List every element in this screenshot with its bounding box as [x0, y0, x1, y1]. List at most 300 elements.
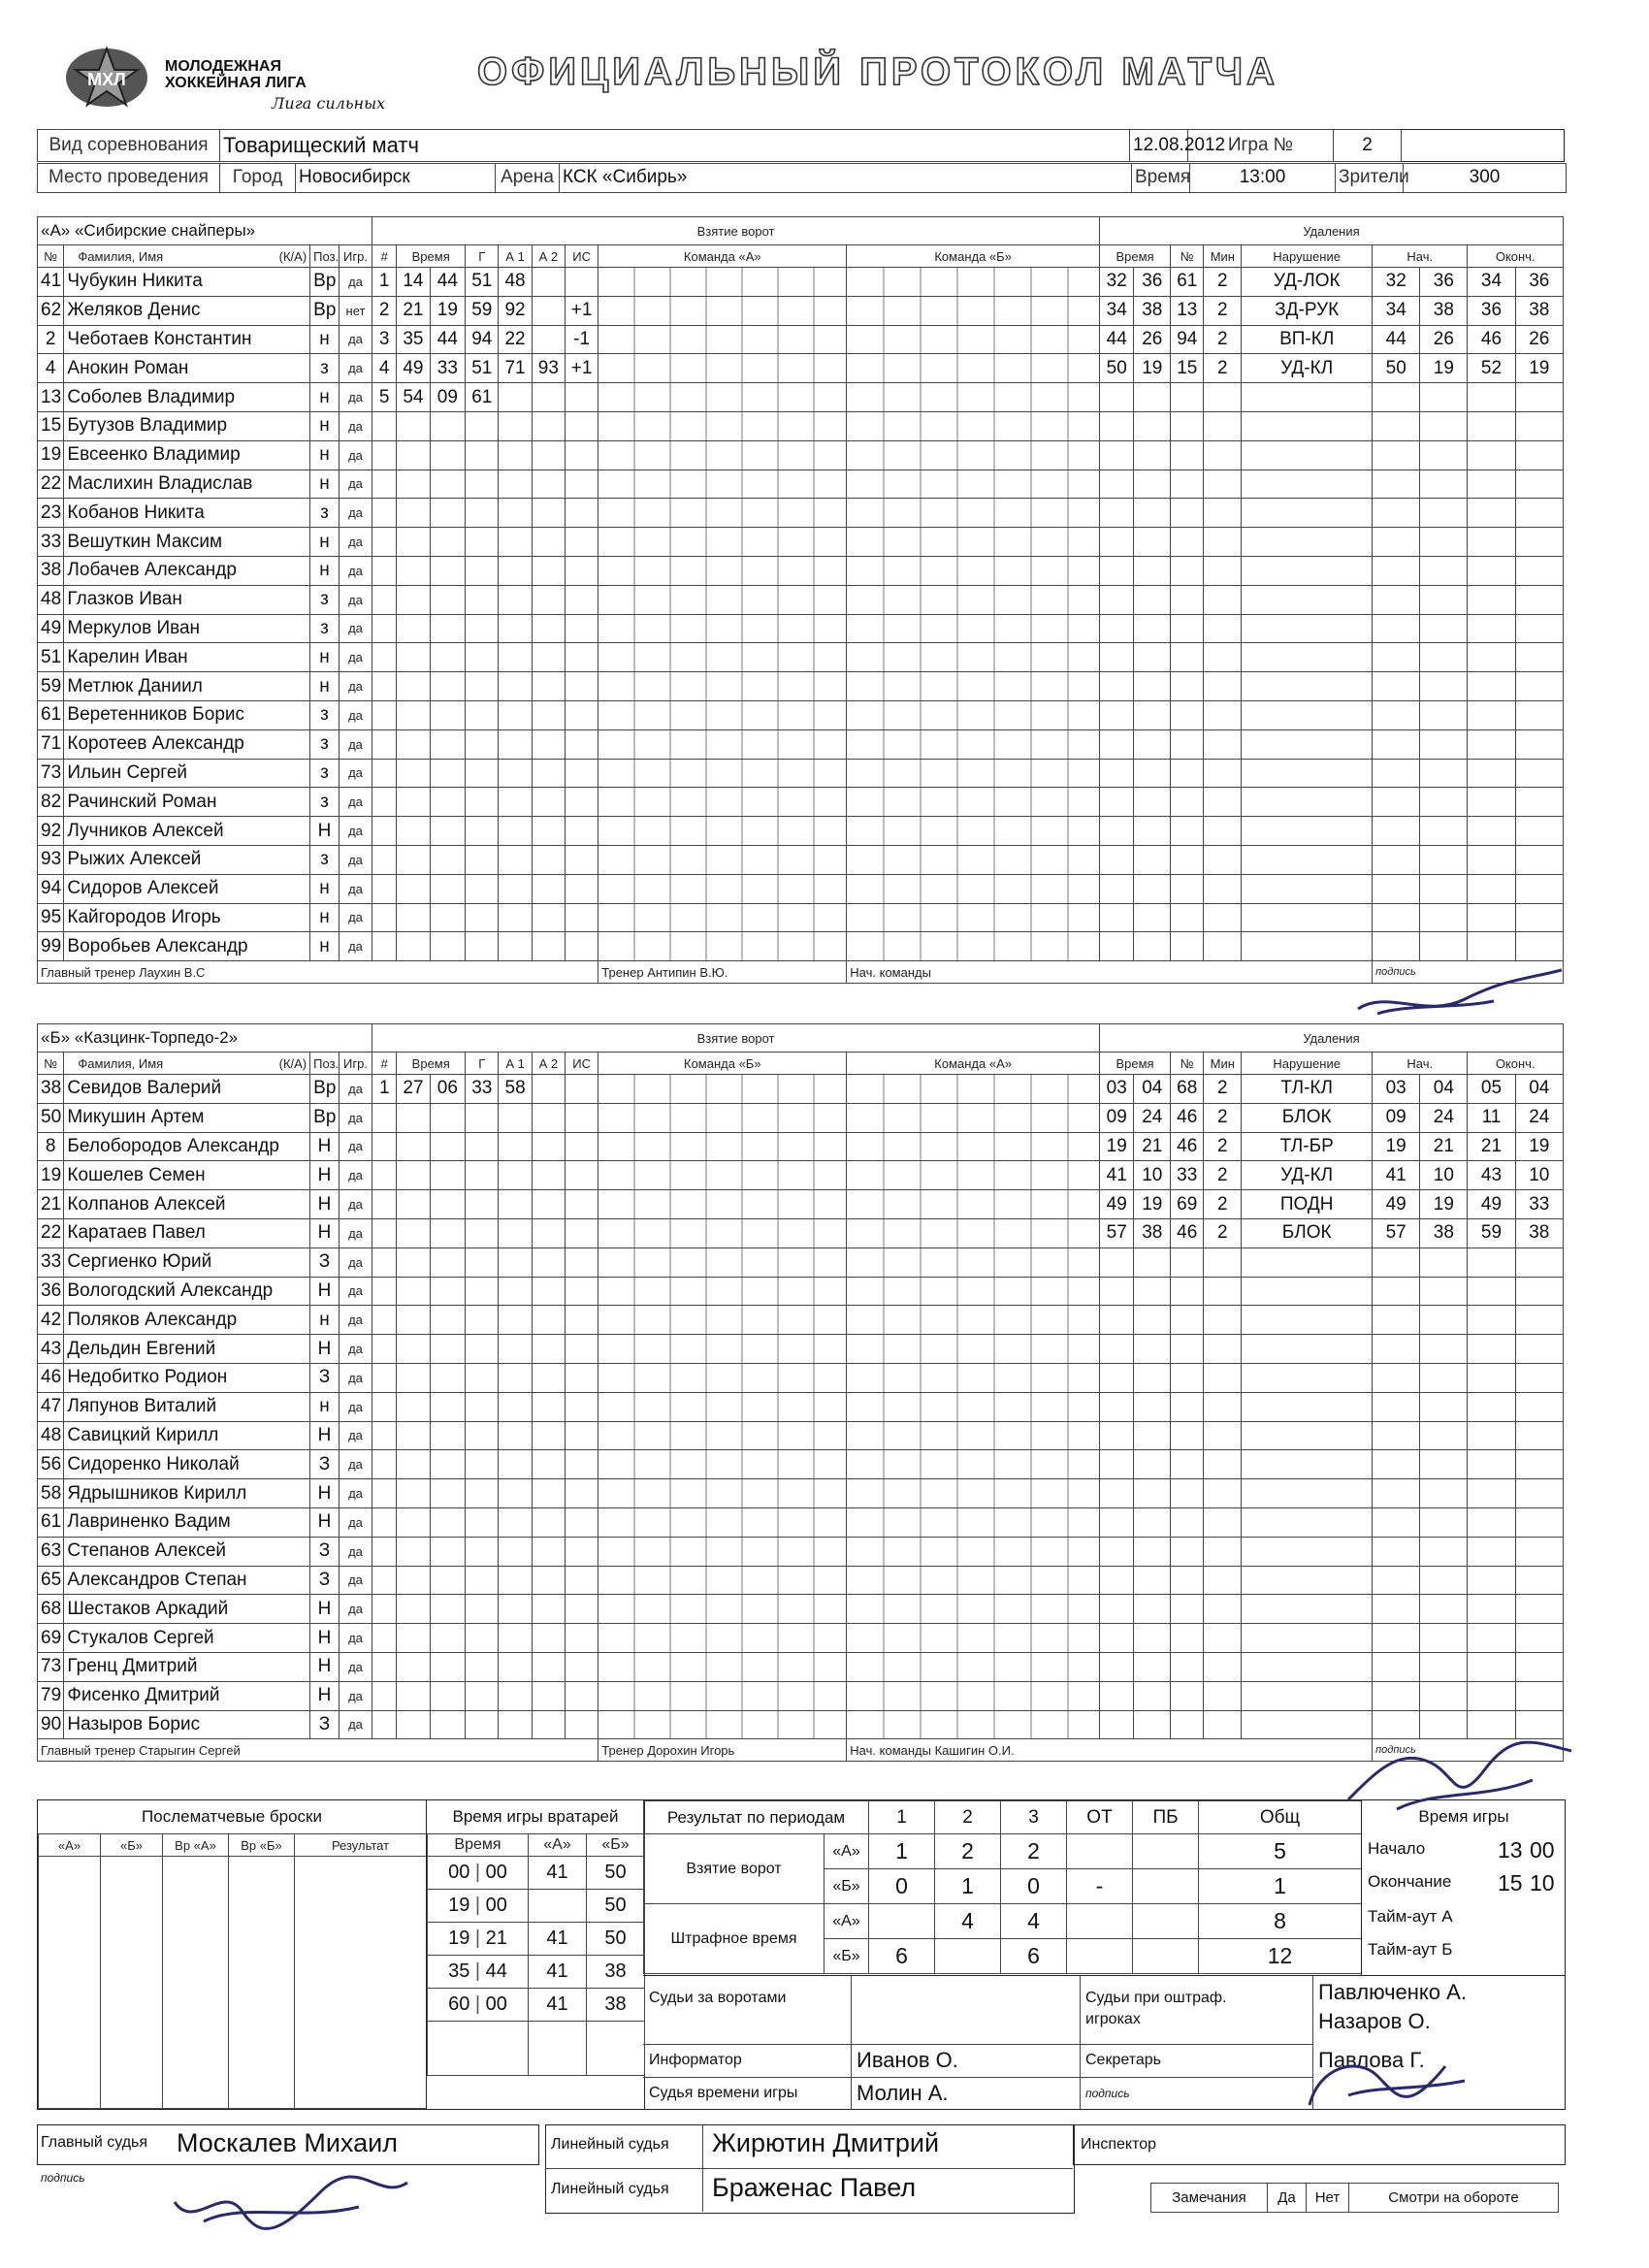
player-number: 42 — [38, 1306, 64, 1335]
player-played: да — [339, 440, 372, 470]
player-row — [38, 817, 1564, 846]
period-value: 5 — [1199, 1834, 1362, 1869]
player-row — [38, 845, 1564, 874]
pen-time-sec: 19 — [1134, 354, 1171, 383]
col-situation: ИС — [566, 1053, 598, 1075]
col-pen-start: Нач. — [1373, 245, 1468, 268]
player-name: Лучников Алексей — [64, 817, 310, 846]
player-position: Вр — [310, 296, 340, 325]
signature-a — [1348, 960, 1571, 1028]
col-assist-2: А 2 — [532, 1053, 565, 1075]
col-lineup-opp: Команда «А» — [847, 1053, 1100, 1075]
comp-value: Товарищеский матч — [220, 130, 1130, 162]
player-position: Н — [310, 1652, 340, 1681]
player-name: Маслихин Владислав — [64, 470, 310, 499]
pen-time-min: 32 — [1099, 268, 1133, 297]
player-position: з — [310, 700, 340, 729]
pen-minutes: 2 — [1204, 354, 1242, 383]
player-row — [38, 411, 1564, 440]
sign-label-officials: подпись — [1085, 2087, 1130, 2100]
pen-time-min: 34 — [1099, 296, 1133, 325]
shootout-title: Послематчевые броски — [142, 1807, 322, 1826]
goalie-time-min: 19 — [448, 1895, 470, 1916]
period-col-2: 2 — [935, 1801, 1001, 1834]
goal-assist-2: 93 — [532, 354, 565, 383]
player-number: 50 — [38, 1103, 64, 1132]
period-value: 12 — [1199, 1939, 1362, 1974]
pen-time-sec: 26 — [1134, 325, 1171, 354]
pen-start-sec: 19 — [1420, 354, 1468, 383]
player-number: 48 — [38, 585, 64, 614]
player-position: З — [310, 1247, 340, 1277]
goal-assist-2 — [532, 296, 565, 325]
pen-start-min: 44 — [1373, 325, 1420, 354]
player-number: 38 — [38, 556, 64, 585]
period-value — [935, 1939, 1001, 1974]
pen-time-sec: 38 — [1134, 1218, 1171, 1247]
goal-number: 1 — [372, 268, 397, 297]
team-sign-label: подпись — [1375, 966, 1416, 979]
player-position: Вр — [310, 1103, 340, 1132]
player-played: да — [339, 1075, 372, 1104]
goals-title: Взятие ворот — [372, 217, 1100, 245]
pen-player: 33 — [1171, 1161, 1204, 1190]
period-value — [1067, 1939, 1133, 1974]
pen-start-min: 32 — [1373, 268, 1420, 297]
player-number: 73 — [38, 759, 64, 788]
pen-end-sec: 38 — [1515, 1218, 1563, 1247]
city-label: Город — [220, 164, 296, 193]
player-played: нет — [339, 296, 372, 325]
player-number: 43 — [38, 1335, 64, 1364]
pen-end-sec: 38 — [1515, 296, 1563, 325]
goalie-time-sec: 00 — [485, 1895, 507, 1916]
goal-time-sec: 33 — [430, 354, 466, 383]
league-name-line1: МОЛОДЕЖНАЯ — [165, 58, 281, 75]
goalie-b: 50 — [587, 1923, 645, 1956]
col-assist-2: А 2 — [532, 245, 565, 268]
goal-assist-1: 71 — [499, 354, 532, 383]
period-team: «Б» — [824, 1939, 869, 1974]
goal-time-min: 21 — [397, 296, 430, 325]
team-name: «А» «Сибирские снайперы» — [38, 217, 372, 245]
player-name: Гренц Дмитрий — [64, 1652, 310, 1681]
player-played: да — [339, 817, 372, 846]
pen-minutes: 2 — [1204, 1218, 1242, 1247]
player-position: з — [310, 614, 340, 643]
player-played: да — [339, 585, 372, 614]
pen-start-min: 19 — [1373, 1132, 1420, 1161]
pen-end-sec: 36 — [1515, 268, 1563, 297]
player-number: 92 — [38, 817, 64, 846]
timekeeper-value: Молин А. — [857, 2081, 949, 2105]
period-row — [644, 1904, 1362, 1939]
player-number: 68 — [38, 1595, 64, 1624]
player-row — [38, 1190, 1564, 1219]
player-name: Микушин Артем — [64, 1103, 310, 1132]
player-played: да — [339, 874, 372, 903]
goal-time-sec: 44 — [430, 325, 466, 354]
player-row — [38, 1247, 1564, 1277]
period-col-so: ПБ — [1133, 1801, 1199, 1834]
player-name: Коротеев Александр — [64, 729, 310, 759]
pen-start-sec: 10 — [1420, 1161, 1468, 1190]
player-name: Евсеенко Владимир — [64, 440, 310, 470]
player-played: да — [339, 788, 372, 817]
player-played: да — [339, 1710, 372, 1739]
player-name: Чеботаев Константин — [64, 325, 310, 354]
player-position: Н — [310, 1681, 340, 1710]
period-col-total: Общ — [1199, 1801, 1362, 1834]
pen-time-min: 03 — [1099, 1075, 1133, 1104]
pen-start-sec: 19 — [1420, 1190, 1468, 1219]
player-position: З — [310, 1710, 340, 1739]
pen-time-min: 41 — [1099, 1161, 1133, 1190]
player-number: 58 — [38, 1479, 64, 1508]
col-number: № — [38, 245, 64, 268]
svg-text:МХЛ: МХЛ — [87, 70, 126, 89]
col-pen-time: Время — [1099, 245, 1170, 268]
pen-player: 15 — [1171, 354, 1204, 383]
player-name: Назыров Борис — [64, 1710, 310, 1739]
match-info-table — [37, 129, 1565, 162]
goal-time-sec: 09 — [430, 383, 466, 412]
player-row — [38, 1335, 1564, 1364]
player-played: да — [339, 1335, 372, 1364]
player-row — [38, 1363, 1564, 1392]
player-row — [38, 296, 1564, 325]
player-row — [38, 1218, 1564, 1247]
player-played: да — [339, 1507, 372, 1537]
secretary-value: Павлова Г. — [1318, 2048, 1425, 2072]
pen-start-min: 57 — [1373, 1218, 1420, 1247]
goalie-row: 60 | 00 41 38 — [428, 1989, 645, 2022]
player-position: н — [310, 440, 340, 470]
remarks-yes[interactable]: Да — [1268, 2184, 1307, 2213]
player-name: Дельдин Евгений — [64, 1335, 310, 1364]
player-row — [38, 354, 1564, 383]
pen-start-min: 09 — [1373, 1103, 1420, 1132]
shootout-table — [38, 1833, 427, 2109]
player-played: да — [339, 700, 372, 729]
player-number: 65 — [38, 1566, 64, 1595]
goal-assist-1 — [499, 383, 532, 412]
main-ref-sign-label: подпись — [41, 2171, 85, 2185]
pen-infraction: УД-ЛОК — [1242, 268, 1373, 297]
col-pen-infraction: Нарушение — [1242, 245, 1373, 268]
player-row — [38, 788, 1564, 817]
pen-minutes: 2 — [1204, 1132, 1242, 1161]
pen-player: 69 — [1171, 1190, 1204, 1219]
player-row — [38, 729, 1564, 759]
player-row — [38, 672, 1564, 701]
signature-main-ref — [165, 2163, 417, 2241]
player-row — [38, 268, 1564, 297]
col-pos: Поз. — [310, 245, 340, 268]
player-number: 79 — [38, 1681, 64, 1710]
time-label: Время — [1132, 164, 1190, 193]
col-pen-time: Время — [1099, 1053, 1170, 1075]
goal-number: 5 — [372, 383, 397, 412]
player-row — [38, 1132, 1564, 1161]
period-col-3: 3 — [1001, 1801, 1067, 1834]
goalie-a: 41 — [529, 1857, 587, 1890]
player-number: 22 — [38, 1218, 64, 1247]
goal-assist-2 — [532, 325, 565, 354]
player-number: 48 — [38, 1421, 64, 1450]
pen-infraction: ВП-КЛ — [1242, 325, 1373, 354]
goal-situation — [566, 1075, 598, 1104]
player-played: да — [339, 1247, 372, 1277]
player-name: Карелин Иван — [64, 643, 310, 672]
goal-situation: +1 — [565, 296, 598, 325]
player-row — [38, 1507, 1564, 1537]
pen-time-sec: 24 — [1134, 1103, 1171, 1132]
player-played: да — [339, 1652, 372, 1681]
player-row — [38, 325, 1564, 354]
pen-start-min: 49 — [1373, 1190, 1420, 1219]
player-number: 95 — [38, 903, 64, 932]
player-number: 33 — [38, 1247, 64, 1277]
col-goal-no: # — [372, 245, 397, 268]
game-time-title: Время игры — [1418, 1807, 1509, 1826]
period-title: Результат по периодам — [644, 1801, 869, 1834]
pen-start-min: 50 — [1373, 354, 1420, 383]
start-min: 00 — [1530, 1837, 1555, 1863]
period-team: «А» — [824, 1834, 869, 1869]
player-row — [38, 700, 1564, 729]
player-played: да — [339, 1161, 372, 1190]
player-position: Н — [310, 817, 340, 846]
player-played: да — [339, 614, 372, 643]
pen-time-sec: 38 — [1134, 296, 1171, 325]
player-position: Вр — [310, 268, 340, 297]
player-played: да — [339, 1624, 372, 1653]
pen-player: 13 — [1171, 296, 1204, 325]
player-position: н — [310, 1392, 340, 1421]
pen-start-sec: 36 — [1420, 268, 1468, 297]
goal-scorer: 33 — [466, 1075, 499, 1104]
goalie-row: 35 | 44 41 38 — [428, 1956, 645, 1989]
player-position: Н — [310, 1190, 340, 1219]
pen-time-sec: 10 — [1134, 1161, 1171, 1190]
player-number: 51 — [38, 643, 64, 672]
player-name: Вологодский Александр — [64, 1277, 310, 1306]
player-row — [38, 1161, 1564, 1190]
player-position: н — [310, 470, 340, 499]
goal-number: 4 — [372, 354, 397, 383]
pen-end-sec: 10 — [1515, 1161, 1563, 1190]
col-goal-no: # — [372, 1053, 397, 1075]
player-number: 61 — [38, 1507, 64, 1537]
pen-infraction: БЛОК — [1242, 1103, 1373, 1132]
goalie-time-sec: 44 — [485, 1960, 507, 1982]
player-name: Александров Степан — [64, 1566, 310, 1595]
pen-end-min: 36 — [1468, 296, 1515, 325]
pen-start-min: 41 — [1373, 1161, 1420, 1190]
goalie-a: 41 — [529, 1923, 587, 1956]
period-value — [1067, 1834, 1133, 1869]
player-number: 8 — [38, 1132, 64, 1161]
player-position: н — [310, 325, 340, 354]
player-row — [38, 614, 1564, 643]
player-name: Поляков Александр — [64, 1306, 310, 1335]
inspector-label: Инспектор — [1081, 2136, 1157, 2153]
city-value: Новосибирск — [296, 164, 496, 193]
trainer: Антипин В.Ю. — [647, 964, 728, 980]
player-position: Н — [310, 1507, 340, 1537]
player-number: 49 — [38, 614, 64, 643]
player-played: да — [339, 932, 372, 961]
player-number: 21 — [38, 1190, 64, 1219]
goalie-time-min: 19 — [448, 1928, 470, 1949]
remarks-label: Замечания — [1151, 2184, 1268, 2213]
col-pen-min: Мин — [1204, 245, 1242, 268]
player-played: да — [339, 1421, 372, 1450]
player-row — [38, 1392, 1564, 1421]
pen-time-sec: 21 — [1134, 1132, 1171, 1161]
player-number: 15 — [38, 411, 64, 440]
arena-label: Арена — [496, 164, 560, 193]
goalie-time-min: 00 — [448, 1862, 470, 1883]
pen-end-min: 05 — [1468, 1075, 1515, 1104]
player-position: Н — [310, 1335, 340, 1364]
player-row — [38, 470, 1564, 499]
player-played: да — [339, 672, 372, 701]
player-name: Лобачев Александр — [64, 556, 310, 585]
player-name: Рыжих Алексей — [64, 845, 310, 874]
player-row — [38, 499, 1564, 528]
period-value: 1 — [935, 1869, 1001, 1904]
player-number: 94 — [38, 874, 64, 903]
player-position: н — [310, 903, 340, 932]
end-hour: 15 — [1498, 1870, 1523, 1895]
pen-minutes: 2 — [1204, 1161, 1242, 1190]
player-position: З — [310, 1363, 340, 1392]
line-ref-2: Браженас Павел — [712, 2173, 917, 2202]
player-number: 62 — [38, 296, 64, 325]
player-number: 33 — [38, 528, 64, 557]
player-position: З — [310, 1450, 340, 1479]
goal-time-sec: 19 — [430, 296, 466, 325]
head-coach: Лаухин В.С — [139, 964, 206, 980]
player-played: да — [339, 729, 372, 759]
goal-time-min: 27 — [397, 1075, 430, 1104]
goalie-time-table — [427, 1833, 645, 2076]
player-position: з — [310, 845, 340, 874]
secretary-label: Секретарь — [1085, 2052, 1161, 2068]
pen-infraction: ТЛ-КЛ — [1242, 1075, 1373, 1104]
player-row — [38, 1681, 1564, 1710]
player-played: да — [339, 1479, 372, 1508]
player-played: да — [339, 383, 372, 412]
player-played: да — [339, 268, 372, 297]
player-position: З — [310, 1537, 340, 1566]
main-ref-label: Главный судья — [41, 2134, 148, 2151]
timekeeper-label: Судья времени игры — [649, 2085, 798, 2101]
player-position: з — [310, 729, 340, 759]
goal-situation — [565, 383, 598, 412]
player-row — [38, 1450, 1564, 1479]
pen-end-min: 49 — [1468, 1190, 1515, 1219]
player-number: 61 — [38, 700, 64, 729]
col-pen-player: № — [1171, 245, 1204, 268]
informer-value: Иванов О. — [857, 2048, 958, 2072]
player-number: 2 — [38, 325, 64, 354]
player-position: Н — [310, 1624, 340, 1653]
player-played: да — [339, 325, 372, 354]
player-played: да — [339, 354, 372, 383]
pen-time-min: 44 — [1099, 325, 1133, 354]
player-played: да — [339, 1392, 372, 1421]
player-name: Кайгородов Игорь — [64, 903, 310, 932]
penalty-judge-1: Павлюченко А. — [1318, 1980, 1467, 2004]
player-name: Чубукин Никита — [64, 268, 310, 297]
pen-start-sec: 24 — [1420, 1103, 1468, 1132]
pen-start-sec: 38 — [1420, 296, 1468, 325]
team-manager-label: Нач. команды — [850, 1742, 931, 1758]
player-played: да — [339, 759, 372, 788]
pen-player: 46 — [1171, 1218, 1204, 1247]
remarks-no[interactable]: Нет — [1307, 2184, 1349, 2213]
line-ref-1: Жирютин Дмитрий — [712, 2128, 940, 2157]
period-value: 2 — [935, 1834, 1001, 1869]
pen-infraction: БЛОК — [1242, 1218, 1373, 1247]
player-number: 93 — [38, 845, 64, 874]
player-name: Степанов Алексей — [64, 1537, 310, 1566]
player-name: Ильин Сергей — [64, 759, 310, 788]
head-coach-label: Главный тренер — [41, 964, 136, 980]
player-played: да — [339, 1595, 372, 1624]
pen-player: 46 — [1171, 1132, 1204, 1161]
period-value — [1133, 1834, 1199, 1869]
player-name: Анокин Роман — [64, 354, 310, 383]
pen-start-min: 34 — [1373, 296, 1420, 325]
penalty-judge-2: Назаров О. — [1318, 2009, 1431, 2033]
player-name: Колпанов Алексей — [64, 1190, 310, 1219]
period-value: 4 — [1001, 1904, 1067, 1939]
place-label: Место проведения — [38, 164, 220, 193]
col-pos: Поз. — [310, 1053, 340, 1075]
goal-assist-1: 22 — [499, 325, 532, 354]
league-name-line2: ХОККЕЙНАЯ ЛИГА — [165, 75, 307, 91]
goalie-row: 00 | 00 41 50 — [428, 1857, 645, 1890]
player-played: да — [339, 556, 372, 585]
player-position: Н — [310, 1421, 340, 1450]
pen-time-min: 19 — [1099, 1132, 1133, 1161]
period-col-ot: ОТ — [1067, 1801, 1133, 1834]
period-value: 0 — [1001, 1869, 1067, 1904]
penalties-title: Удаления — [1099, 217, 1563, 245]
pen-time-min: 57 — [1099, 1218, 1133, 1247]
goalie-a: 41 — [529, 1956, 587, 1989]
goalie-time-title: Время игры вратарей — [452, 1807, 619, 1826]
player-played: да — [339, 470, 372, 499]
penalties-title: Удаления — [1099, 1024, 1563, 1053]
player-name: Стукалов Сергей — [64, 1624, 310, 1653]
league-motto: Лига сильных — [272, 94, 386, 113]
player-played: да — [339, 1363, 372, 1392]
col-lineup-opp: Команда «Б» — [847, 245, 1100, 268]
player-name: Ядрышников Кирилл — [64, 1479, 310, 1508]
col-pen-end: Оконч. — [1468, 1053, 1564, 1075]
player-played: да — [339, 1218, 372, 1247]
league-logo — [60, 43, 157, 113]
player-played: да — [339, 411, 372, 440]
pen-end-min: 34 — [1468, 268, 1515, 297]
player-row — [38, 440, 1564, 470]
col-name: Фамилия, Имя — [78, 248, 164, 264]
